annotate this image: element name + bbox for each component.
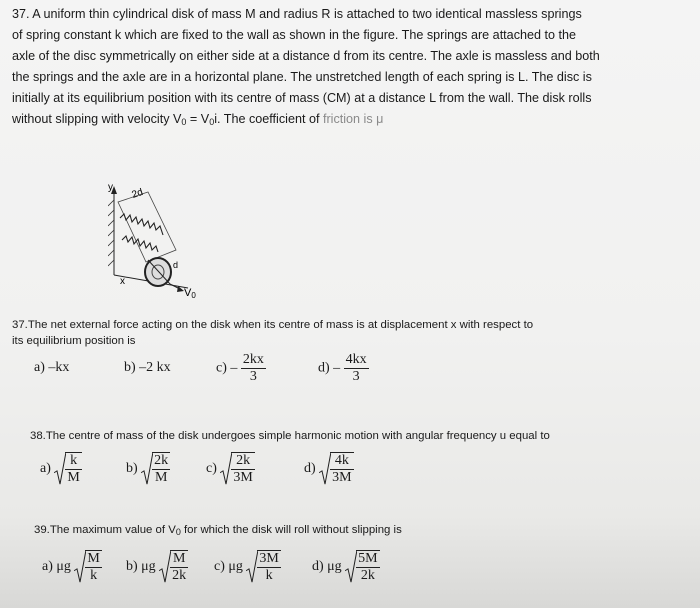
q38-text: 38.The centre of mass of the disk undergoes simple harmonic motion with angular frequency u equal to [30, 430, 550, 442]
sqrt-icon: $\frac{M}{k}$ [74, 550, 101, 584]
wall-hatch [108, 200, 114, 266]
sqrt-icon: $\frac{2k}{M}$ [141, 452, 170, 486]
question-38 [30, 428, 680, 444]
q38-option-b: b) $\frac{2k}{M}$ [126, 453, 169, 485]
figure-drawing [108, 180, 238, 300]
question-37 [12, 317, 682, 349]
sqrt-icon: $\frac{M}{2k}$ [159, 550, 188, 584]
q38-option-d: d) $\frac{4k}{3M}$ [304, 453, 352, 485]
disk-spring-figure [108, 180, 238, 300]
intro-line-6: without slipping with velocity $V_0 = V_0i$. The coefficient of friction is μ [12, 112, 384, 127]
q39-text: 39.The maximum value of $V_0$ for which the disk will roll without slipping is [34, 524, 402, 537]
q38-option-c: c) $\frac{2k}{3M}$ [206, 453, 253, 485]
label-x: x [120, 276, 125, 287]
q37-text-1: 37.The net external force acting on the disk when its centre of mass is at displacement x with respect to [12, 319, 534, 331]
q37-c-fraction: $\frac{2kx}{3}$ [242, 352, 264, 384]
disk [145, 258, 171, 286]
q39-option-c: c) μg $\frac{3M}{k}$ [214, 551, 279, 583]
spring-upper [120, 214, 163, 235]
q39-option-d: d) μg $\frac{5M}{2k}$ [312, 551, 378, 583]
intro-line-4: the springs and the axle are in a horizontal plane. The unstretched length of each spring is L. The disc is [12, 70, 592, 84]
sqrt-icon: $\frac{5M}{2k}$ [345, 550, 379, 584]
intro-line-2: of spring constant k which are fixed to the wall as shown in the figure. The springs are attached to the [12, 28, 577, 42]
label-d: d [173, 260, 179, 270]
sqrt-icon: $\frac{4k}{3M}$ [319, 452, 353, 486]
q37-option-c: c) – $\frac{2kx}{3}$ [216, 352, 264, 384]
q37-text-2: its equilibrium position is [12, 335, 136, 347]
intro-line-5: initially at its equilibrium position with its centre of mass (CM) at a distance L from the wall. The disk rolls [12, 91, 592, 105]
sqrt-icon: $\frac{2k}{3M}$ [220, 452, 254, 486]
label-y: y [108, 182, 113, 193]
spring-plane-outline [118, 192, 176, 262]
q38-option-a: a) $\frac{k}{M}$ [40, 453, 80, 485]
sqrt-icon: $\frac{k}{M}$ [54, 452, 81, 486]
q39-option-b: b) μg $\frac{M}{2k}$ [126, 551, 187, 583]
q37-d-fraction: $\frac{4kx}{3}$ [345, 352, 367, 384]
q37-option-a: a) –kx [34, 360, 70, 375]
label-2d: 2d [130, 186, 145, 201]
label-v: V0 [184, 287, 196, 300]
intro-line-1: 37. A uniform thin cylindrical disk of mass M and radius R is attached to two identical massless springs [12, 7, 582, 21]
q37-option-b: b) –2 kx [124, 360, 171, 375]
sqrt-icon: $\frac{3M}{k}$ [246, 550, 280, 584]
question-39 [34, 522, 684, 540]
q37-option-d: d) – $\frac{4kx}{3}$ [318, 352, 367, 384]
intro-line-3: axle of the disc symmetrically on either side at a distance d from its centre. The axle is massless and both [12, 49, 600, 63]
q39-option-a: a) μg $\frac{M}{k}$ [42, 551, 100, 583]
question-37-intro [12, 4, 682, 133]
